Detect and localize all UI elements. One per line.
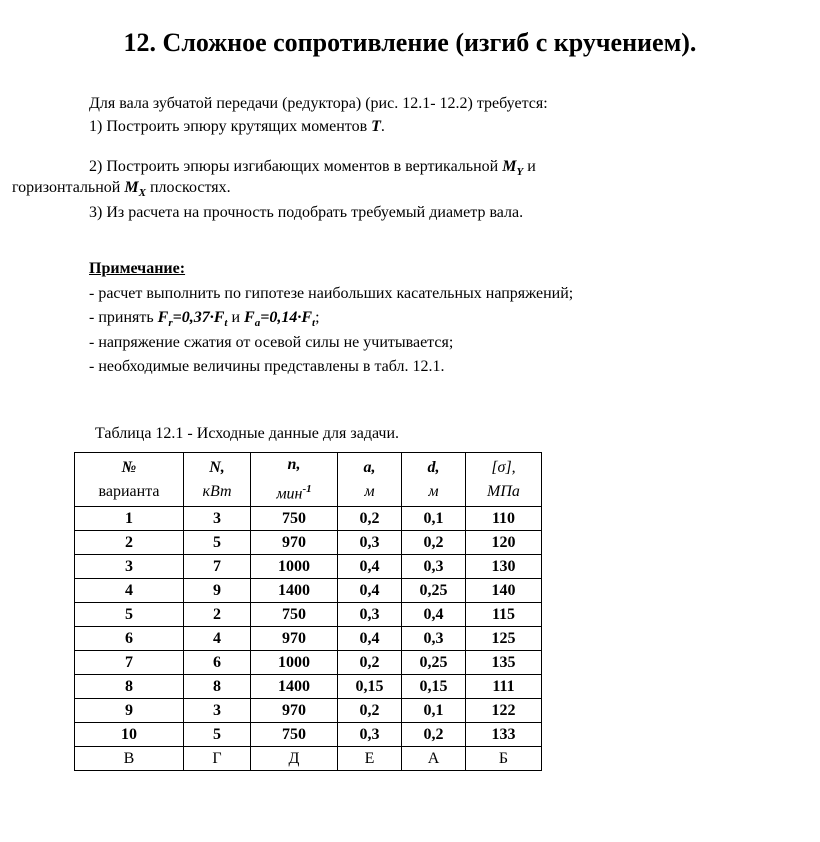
header-d-symbol: d, <box>427 458 440 476</box>
table-cell: 0,3 <box>402 555 466 579</box>
table-cell: 6 <box>184 651 251 675</box>
header-stress-symbol: [σ], <box>491 458 516 476</box>
table-cell: 6 <box>75 627 184 651</box>
table-cell: 115 <box>466 603 542 627</box>
task-item-3 <box>89 203 523 223</box>
table-cell: 0,4 <box>402 603 466 627</box>
header-power <box>184 453 251 507</box>
table-cell: 3 <box>75 555 184 579</box>
note-heading-line <box>89 259 185 279</box>
table-row <box>75 723 542 747</box>
table-row <box>75 675 542 699</box>
footer-cell: В <box>75 747 184 771</box>
header-a-symbol: a, <box>363 458 376 476</box>
task-item-1 <box>89 117 385 137</box>
moment-x-symbol <box>124 179 146 200</box>
table-row <box>75 555 542 579</box>
footer-cell: Е <box>338 747 402 771</box>
table-cell: 1000 <box>251 651 338 675</box>
table-cell: 10 <box>75 723 184 747</box>
note-line-3 <box>89 333 453 353</box>
task-item-2-end: плоскостях. <box>145 179 231 196</box>
table-row <box>75 507 542 531</box>
header-speed <box>251 453 338 507</box>
note-line-1 <box>89 284 573 304</box>
torque-symbol: T <box>371 118 381 135</box>
table-cell: 750 <box>251 507 338 531</box>
table-cell: 133 <box>466 723 542 747</box>
task-item-2-continuation <box>12 178 231 203</box>
header-stress-unit: МПа <box>487 482 520 500</box>
header-a <box>338 453 402 507</box>
note-line-3-text: - напряжение сжатия от осевой силы не учитывается; <box>89 334 454 351</box>
table-cell: 0,3 <box>402 627 466 651</box>
note-line-1-text: - расчет выполнить по гипотезе наибольших касательных напряжений; <box>89 285 574 302</box>
header-d <box>402 453 466 507</box>
force-axial-eq-subscript: t <box>312 317 316 330</box>
note-line-2-end: ; <box>315 309 320 326</box>
force-radial-subscript: r <box>168 317 173 330</box>
table-cell: 0,2 <box>338 507 402 531</box>
force-axial-formula <box>244 309 316 330</box>
task-item-3-text: 3) Из расчета на прочность подобрать требуемый диаметр вала. <box>89 204 524 221</box>
table-cell: 0,2 <box>338 699 402 723</box>
table-cell: 122 <box>466 699 542 723</box>
table-row <box>75 603 542 627</box>
table-cell: 0,2 <box>338 651 402 675</box>
table-cell: 0,4 <box>338 579 402 603</box>
force-radial-formula <box>157 309 228 330</box>
table-row <box>75 699 542 723</box>
task-item-1-text: 1) Построить эпюру крутящих моментов <box>89 118 372 135</box>
table-cell: 1000 <box>251 555 338 579</box>
moment-y-letter: M <box>502 158 517 175</box>
table-cell: 1400 <box>251 579 338 603</box>
table-cell: 0,15 <box>338 675 402 699</box>
table-cell: 8 <box>75 675 184 699</box>
table-cell: 0,15 <box>402 675 466 699</box>
table-cell: 3 <box>184 507 251 531</box>
force-radial-eq: =0,37·F <box>172 309 225 326</box>
table-cell: 4 <box>184 627 251 651</box>
task-item-2-cont-text: горизонтальной <box>12 179 125 196</box>
table-row <box>75 627 542 651</box>
table-cell: 0,3 <box>338 723 402 747</box>
table-cell: 5 <box>184 723 251 747</box>
task-item-2-text: 2) Построить эпюры изгибающих моментов в вертикальной <box>89 158 503 175</box>
table-caption: Таблица 12.1 - Исходные данные для задачи. <box>95 425 400 442</box>
table-cell: 970 <box>251 627 338 651</box>
header-variant-unit: варианта <box>98 482 160 500</box>
table-cell: 5 <box>184 531 251 555</box>
header-speed-symbol: n, <box>287 456 301 473</box>
table-cell: 0,25 <box>402 579 466 603</box>
table-cell: 750 <box>251 603 338 627</box>
header-variant-symbol: № <box>121 458 137 476</box>
moment-y-subscript: Y <box>516 166 524 179</box>
force-axial-letter: F <box>244 309 255 326</box>
table-cell: 8 <box>184 675 251 699</box>
table-cell: 7 <box>75 651 184 675</box>
note-line-2 <box>89 308 320 333</box>
table-cell: 750 <box>251 723 338 747</box>
table-cell: 7 <box>184 555 251 579</box>
table-row <box>75 531 542 555</box>
task-item-1-end: . <box>380 118 385 135</box>
force-axial-subscript: a <box>254 317 261 330</box>
table-cell: 9 <box>184 579 251 603</box>
note-line-2-mid: и <box>227 309 245 326</box>
data-table <box>74 452 542 771</box>
moment-y-symbol <box>502 158 524 179</box>
page-title: 12. Сложное сопротивление (изгиб с кручением). <box>123 28 697 57</box>
table-cell: 130 <box>466 555 542 579</box>
table-cell: 140 <box>466 579 542 603</box>
note-line-4 <box>89 357 444 377</box>
table-cell: 120 <box>466 531 542 555</box>
intro-text: Для вала зубчатой передачи (редуктора) (рис. 12.1- 12.2) требуется: <box>89 95 548 112</box>
footer-cell: Г <box>184 747 251 771</box>
table-row <box>75 579 542 603</box>
force-radial-eq-subscript: t <box>224 317 228 330</box>
note-heading: Примечание: <box>89 260 186 277</box>
table-header-row <box>75 453 542 507</box>
header-power-symbol: N, <box>209 458 225 476</box>
table-cell: 3 <box>184 699 251 723</box>
table-cell: 1400 <box>251 675 338 699</box>
force-axial-eq: =0,14·F <box>260 309 313 326</box>
table-cell: 0,3 <box>338 531 402 555</box>
force-radial-letter: F <box>157 309 169 326</box>
header-d-unit: м <box>428 482 439 500</box>
table-cell: 111 <box>466 675 542 699</box>
moment-x-letter: M <box>124 179 139 196</box>
table-cell: 0,4 <box>338 555 402 579</box>
table-row <box>75 651 542 675</box>
intro-line <box>89 94 548 114</box>
table-cell: 970 <box>251 531 338 555</box>
header-a-unit: м <box>364 482 375 500</box>
table-cell: 9 <box>75 699 184 723</box>
footer-cell: Д <box>251 747 338 771</box>
moment-x-subscript: X <box>138 187 146 200</box>
table-cell: 0,1 <box>402 699 466 723</box>
note-line-2-pre: - принять <box>89 309 158 326</box>
header-variant <box>75 453 184 507</box>
table-cell: 0,2 <box>402 531 466 555</box>
task-item-2-mid: и <box>523 158 536 175</box>
table-cell: 0,25 <box>402 651 466 675</box>
header-power-unit: кВт <box>202 482 232 500</box>
footer-cell: А <box>402 747 466 771</box>
table-cell: 1 <box>75 507 184 531</box>
table-cell: 110 <box>466 507 542 531</box>
table-cell: 970 <box>251 699 338 723</box>
header-speed-unit: мин <box>276 485 303 503</box>
table-cell: 2 <box>75 531 184 555</box>
note-line-4-text: - необходимые величины представлены в табл. 12.1. <box>89 358 445 375</box>
table-cell: 135 <box>466 651 542 675</box>
table-cell: 0,2 <box>402 723 466 747</box>
table-cell: 0,4 <box>338 627 402 651</box>
header-stress <box>466 453 542 507</box>
table-cell: 125 <box>466 627 542 651</box>
table-cell: 0,3 <box>338 603 402 627</box>
table-cell: 0,1 <box>402 507 466 531</box>
header-speed-unit-exponent: -1 <box>302 483 312 495</box>
table-cell: 2 <box>184 603 251 627</box>
footer-cell: Б <box>466 747 542 771</box>
table-footer-row <box>75 747 542 771</box>
table-cell: 4 <box>75 579 184 603</box>
table-cell: 5 <box>75 603 184 627</box>
